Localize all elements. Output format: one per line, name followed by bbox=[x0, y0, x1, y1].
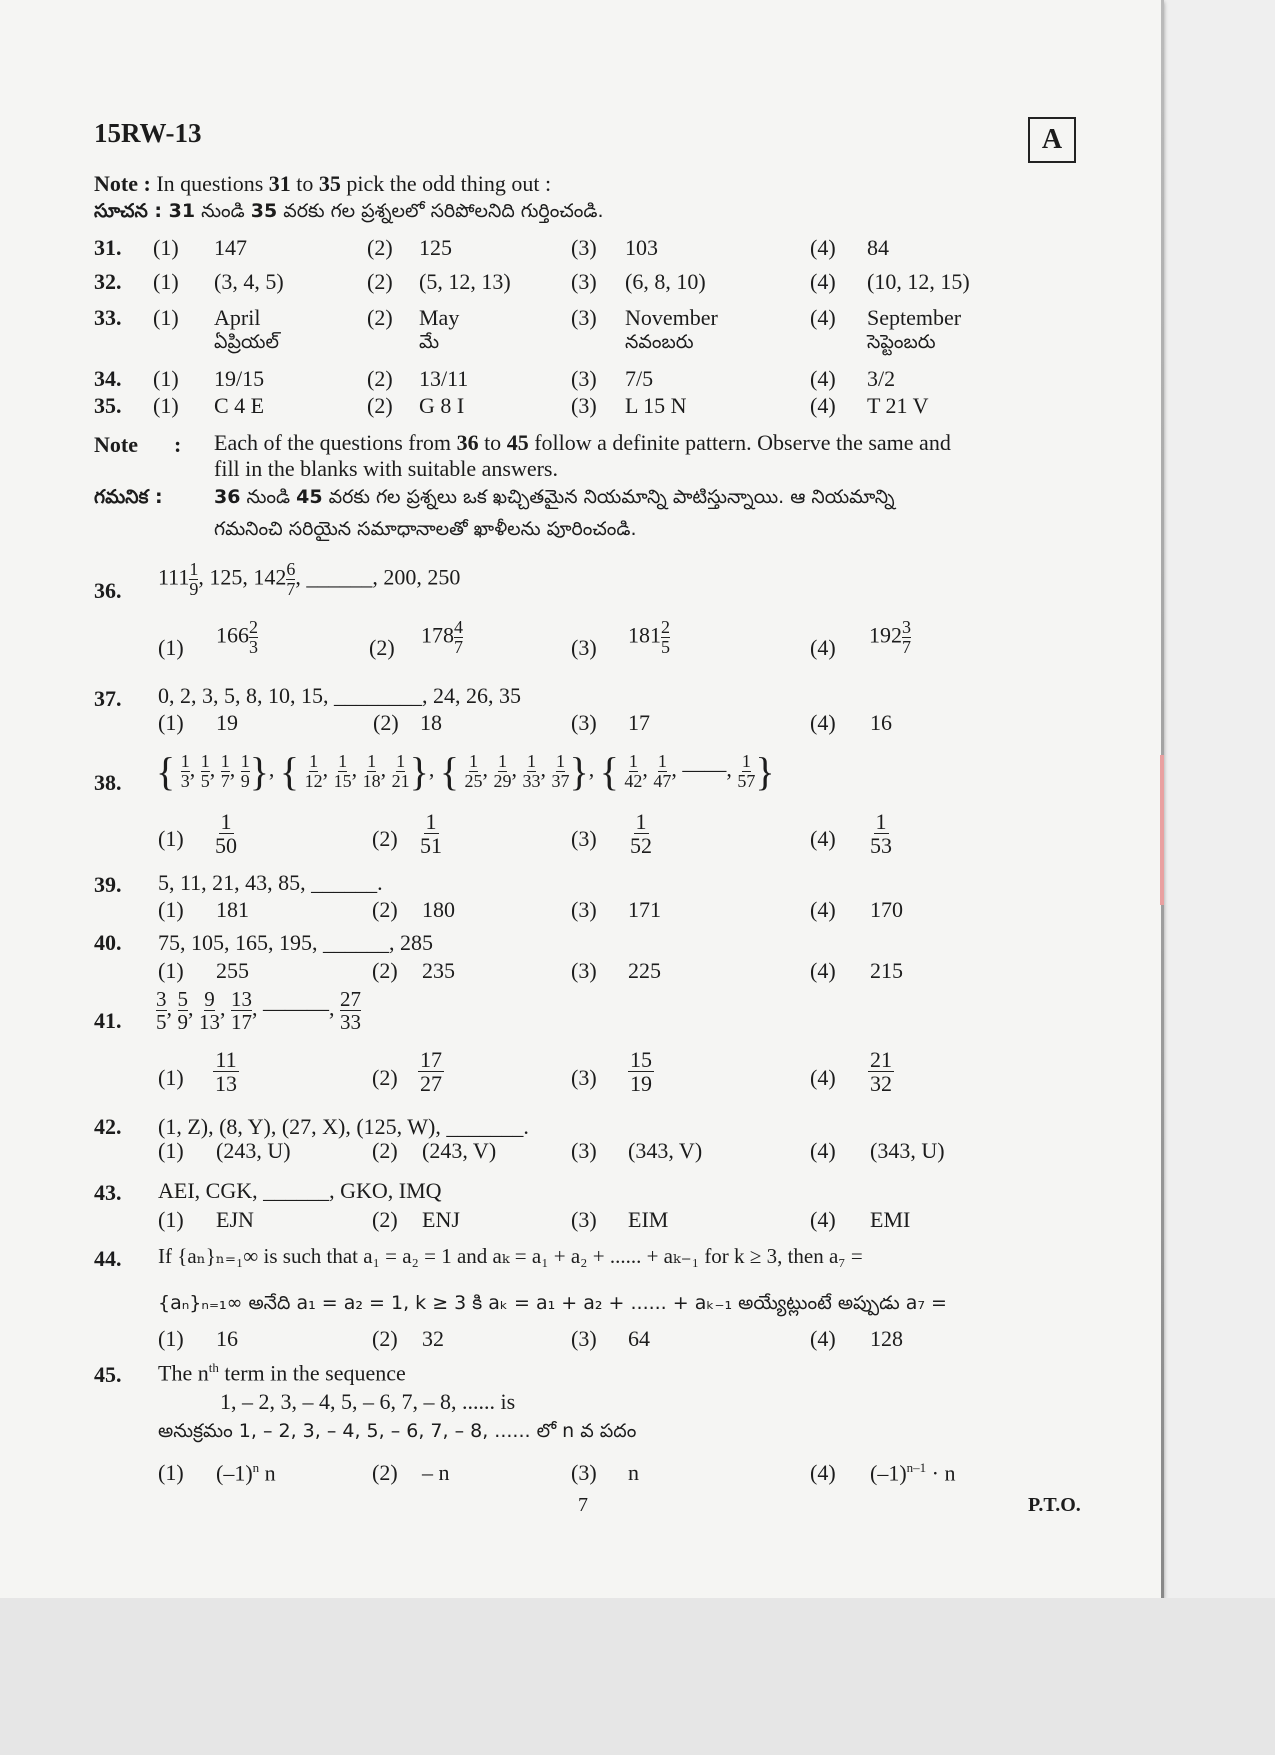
q38-sequence: { $\frac{1}{3}$ , $\frac{1}{5}$ , $\frac{1}{7}$ , $\frac{1}{9}$ }, { $\frac{1}{12}$ , $\frac{1}{15}$ , $\frac{1}{18}$ , $\frac{1}{21}$ }, { $\frac{1}{25}$ , $\frac{1}{29}$ , $\frac{1}{33}$ , $\frac{1}{37}$ }, { $\frac{1}{42}$ , $\frac{1}{47}$ , ——, $\frac{1}{57}$ } bbox=[156, 749, 775, 794]
paper-code: 15RW-13 bbox=[94, 118, 202, 148]
red-edge-mark bbox=[1160, 755, 1164, 905]
note-odd-one-out: Note : In questions 31 to 35 pick the odd thing out : bbox=[94, 171, 552, 196]
note-odd-one-out-telugu: సూచన : 31 నుండి 35 వరకు గల ప్రశ్నలలో సరిపోలనిది గుర్తించండి. bbox=[94, 200, 604, 222]
exam-page: 15RW-13 A Note : In questions 31 to 35 pick the odd thing out : సూచన : 31 నుండి 35 వరకు గల ప్రశ్నలలో సరిపోలనిది గుర్తించండి. 31. (1) 147 (2) 125 (3) 103 (4) 84 32. (1) (3, 4, 5) (2) (5, 12, 13) (3) (6, 8, 10) (4) (10, 12, 15) 33. (1) April ఏప్రియల్ (2) May మే (3) November నవంబరు (4) September సెప్టెంబరు 34. (1) 19/15 (2) 13/11 (3) 7/5 (4) 3/2 35. (1) C 4 E (2) G 8 I (3) L 15 N (4) T 21 V Note : Each of the questions from 36 to 45 follow a definite pattern. Observe the same and fill in the blanks with suitable answers. గమనిక : 36 నుండి 45 వరకు గల ప్రశ్నలు ఒక ఖచ్చితమైన నియమాన్ని పాటిస్తున్నాయి. ఆ నియమాన్ని గమనించి సరియైన సమాధానాలతో ఖాళీలను పూరించండి. 36. 111 $\frac{1}{9}$ , 125, 142 $\frac{6}{7}$ , ______, 200, 250 (1) 166 $\frac{2}{3}$ (2) 178 $\frac{4}{7}$ (3) 181 $\frac{2}{5}$ (4) 192 $\frac{3}{7}$ 37. 0, 2, 3, 5, 8, 10, 15, ________, 24, 26, 35 (1) 19 (2) 18 (3) 17 (4) 16 38. { $\frac{1}{3}$ , $\frac{1}{5}$ , $\frac{1}{7}$ , $\frac{1}{9}$ }, { $\frac{1}{12}$ , $\frac{1}{15}$ , $\frac{1}{18}$ , $\frac{1}{21}$ }, { $\frac{1}{25}$ , $\frac{1}{29}$ , $\frac{1}{33}$ , $\frac{1}{37}$ }, { $\frac{1}{42}$ , $\frac{1}{47}$ , ——, $\frac{1}{57}$ } (1) $\frac{1}{50}$ (2) $\frac{1}{51}$ (3) $\frac{1}{52}$ (4) $\frac{1}{53}$ 39. 5, 11, 21, 43, 85, ______. (1) 181 (2) 180 (3) 171 (4) 170 40. 75, 105, 165, 195, ______, 285 (1) 255 (2) 235 (3) 225 (4) 215 41. $\frac{3}{5}$ , $\frac{5}{9}$ , $\frac{9}{13}$ , $\frac{13}{17}$ , ———, $\frac{27}{33}$ (1) $\frac{11}{13}$ (2) $\frac{17}{27}$ (3) $\frac{15}{19}$ (4) $\frac{21}{32}$ 42. (1, Z), (8, Y), (27, X), (125, W), _______. (1) (243, U) (2) (243, V) (3) (343, V) (4) (343, U) 43. AEI, CGK, ______, GKO, IMQ (1) EJN (2) ENJ (3) EIM (4) EMI 44. If {aₙ}ₙ₌₁∞ is such that a₁ = a₂ = 1 and aₖ = a₁ + a₂ + ...... + aₖ₋₁ for k ≥ 3, then a₇ = {aₙ}ₙ₌₁∞ అనేది a₁ = a₂ = 1, k ≥ 3 కి aₖ = a₁ + a₂ + ...... + aₖ₋₁ అయ్యేట్లుంటే అప్పుడు a₇ = (1) 16 (2) 32 (3) 64 (4) 128 45. The $n^{th}$ term in the sequence 1, – 2, 3, – 4, 5, – 6, 7, – 8, ...... is అనుక్రమం 1, – 2, 3, – 4, 5, – 6, 7, – 8, ...... లో n వ పదం (1) $(-1)^n$ n (2) – n (3) n (4) $(-1)^{n-1} \cdot n$ 7 P.T.O. bbox=[0, 0, 1162, 1598]
scan-margin bbox=[0, 1598, 1275, 1755]
set-label-box: A bbox=[1028, 117, 1076, 163]
page-number: 7 bbox=[578, 1494, 588, 1516]
pto-label: P.T.O. bbox=[1028, 1494, 1081, 1516]
